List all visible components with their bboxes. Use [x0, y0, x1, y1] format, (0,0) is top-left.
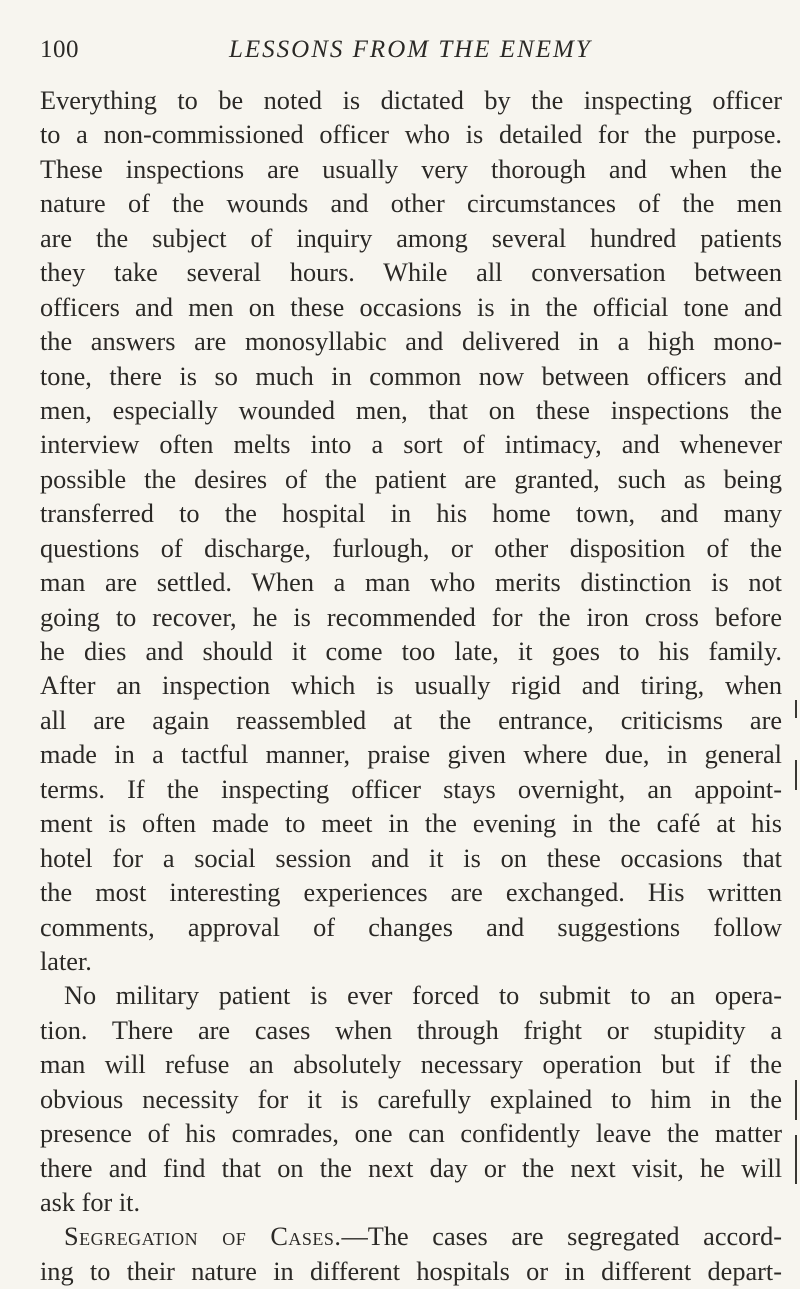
text-line: ing to their nature in different hospitals or in different depart-: [40, 1256, 782, 1286]
text-line: there and find that on the next day or the next visit, he will: [40, 1153, 782, 1183]
text-line: men, especially wounded men, that on these inspections the: [40, 395, 782, 425]
paragraph-3: [40, 1220, 782, 1289]
section-heading: Segregation of Cases.: [64, 1222, 342, 1252]
text-line: going to recover, he is recommended for the iron cross before: [40, 602, 782, 632]
page-edge-mark: [795, 760, 797, 790]
text-line: made in a tactful manner, praise given where due, in general: [40, 740, 782, 770]
text-line: interview often melts into a sort of intimacy, and whenever: [40, 430, 782, 460]
text-line: ment is often made to meet in the evening in the café at his: [40, 809, 782, 839]
text-line: No military patient is ever forced to submit to an opera-: [64, 981, 782, 1011]
text-line: questions of discharge, furlough, or other disposition of the: [40, 533, 782, 563]
body-text: [40, 84, 782, 1289]
running-title: LESSONS FROM THE ENEMY: [229, 36, 592, 63]
text-line: to a non-commissioned officer who is detailed for the purpose.: [40, 120, 782, 150]
text-line: later.: [40, 946, 92, 976]
text-line: he dies and should it come too late, it goes to his family.: [40, 637, 782, 666]
text-line: possible the desires of the patient are granted, such as being: [40, 464, 782, 494]
text-line: the answers are monosyllabic and delivered in a high mono-: [40, 327, 782, 357]
paragraph-1: [40, 84, 782, 979]
text-line: These inspections are usually very thorough and when the: [40, 154, 782, 184]
paragraph-2: [40, 979, 782, 1220]
text-line: hotel for a social session and it is on these occasions that: [40, 843, 782, 873]
text-line: they take several hours. While all conversation between: [40, 258, 782, 288]
running-head: [40, 36, 760, 76]
text-line: Everything to be noted is dictated by the inspecting officer: [40, 86, 782, 115]
page-edge-mark: [795, 700, 797, 718]
text-line: obvious necessity for it is carefully explained to him in the: [40, 1084, 782, 1114]
text-line: transferred to the hospital in his home town, and many: [40, 499, 782, 529]
text-line: tone, there is so much in common now between officers and: [40, 361, 782, 391]
text-line: ask for it.: [40, 1188, 141, 1217]
text-line: the most interesting experiences are exchanged. His written: [40, 878, 782, 908]
page-edge-mark: [795, 1135, 797, 1184]
text-line: man are settled. When a man who merits distinction is not: [40, 568, 782, 598]
text-line: terms. If the inspecting officer stays overnight, an appoint-: [40, 774, 782, 804]
text-line: nature of the wounds and other circumstances of the men: [40, 189, 782, 219]
page-number: 100: [40, 36, 79, 63]
page-edge-mark: [795, 1080, 797, 1120]
heading-line-text: —The cases are segregated accord-: [341, 1222, 782, 1252]
text-line: all are again reassembled at the entrance, criticisms are: [40, 705, 782, 735]
text-line: presence of his comrades, one can confidently leave the matter: [40, 1119, 782, 1149]
text-line: man will refuse an absolutely necessary operation but if the: [40, 1050, 782, 1080]
text-line: are the subject of inquiry among several hundred patients: [40, 223, 782, 253]
text-line: comments, approval of changes and suggestions follow: [40, 912, 782, 942]
text-line: tion. There are cases when through fright or stupidity a: [40, 1015, 782, 1045]
text-line: officers and men on these occasions is in the official tone and: [40, 292, 782, 322]
text-line: [40, 1220, 782, 1254]
text-line: After an inspection which is usually rigid and tiring, when: [40, 671, 782, 701]
